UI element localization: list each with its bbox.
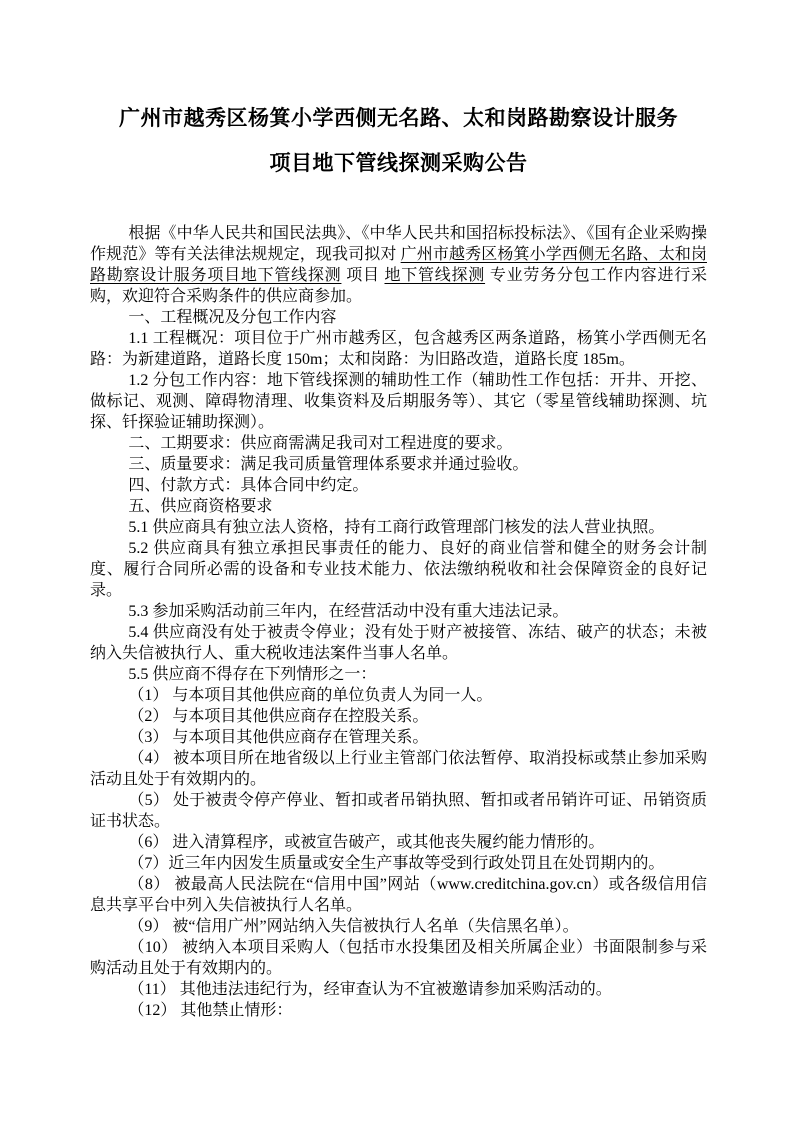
intro-text-before: 根据《中华人民共和国民法典》、《中华人民共和国招标投标法》、《国有企业采购操作规范》等有关法律法规规定，现我司拟对 — [90, 225, 707, 263]
item-12: （12） 其他禁止情形： — [128, 1002, 293, 1019]
item-6: （6） 进入清算程序，或被宣告破产，或其他丧失履约能力情形的。 — [128, 834, 605, 851]
document-title — [90, 96, 707, 186]
item-9: （9） 被“信用广州”网站纳入失信被执行人名单（失信黑名单）。 — [128, 918, 579, 935]
clause-5-4: 5.4 供应商没有处于被责令停业；没有处于财产被接管、冻结、破产的状态；未被纳入失信被执行人、重大税收违法案件当事人名单。 — [90, 624, 707, 662]
intro-text-middle: 项目 — [341, 267, 385, 284]
clause-5-1: 5.1 供应商具有独立法人资格，持有工商行政管理部门核发的法人营业执照。 — [128, 519, 665, 536]
item-7: （7）近三年内因发生质量或安全生产事故等受到行政处罚且在处罚期内的。 — [128, 855, 665, 872]
document-title-line-1: 广州市越秀区杨箕小学西侧无名路、太和岗路勘察设计服务 — [119, 106, 678, 130]
section-4-payment: 四、付款方式：具体合同中约定。 — [128, 477, 369, 494]
item-8: （8） 被最高人民法院在“信用中国”网站（www.creditchina.gov.cn）或各级信用信息共享平台中列入失信被执行人名单。 — [90, 876, 707, 914]
section-2-schedule: 二、工期要求：供应商需满足我司对工程进度的要求。 — [128, 435, 513, 452]
item-2: （2） 与本项目其他供应商存在控股关系。 — [128, 708, 429, 725]
item-1: （1） 与本项目其他供应商的单位负责人为同一人。 — [128, 687, 493, 704]
section-5-heading: 五、供应商资格要求 — [128, 498, 273, 515]
clause-5-2: 5.2 供应商具有独立承担民事责任的能力、良好的商业信誉和健全的财务会计制度、履行合同所必需的设备和专业技术能力、依法缴纳税收和社会保障资金的良好记录。 — [90, 540, 707, 599]
section-3-quality: 三、质量要求：满足我司质量管理体系要求并通过验收。 — [128, 456, 529, 473]
clause-5-3: 5.3 参加采购活动前三年内，在经营活动中没有重大违法记录。 — [128, 603, 569, 620]
intro-paragraph — [90, 223, 707, 307]
item-4: （4） 被本项目所在地省级以上行业主管部门依法暂停、取消投标或禁止参加采购活动且处于有效期内的。 — [90, 750, 707, 788]
work-package-underlined: 地下管线探测 — [384, 267, 486, 284]
document-title-line-2: 项目地下管线探测采购公告 — [269, 151, 528, 175]
section-1-heading: 一、工程概况及分包工作内容 — [128, 309, 337, 326]
document-body — [90, 223, 707, 1021]
item-3: （3） 与本项目其他供应商存在管理关系。 — [128, 729, 429, 746]
item-11: （11） 其他违法违纪行为，经审查认为不宜被邀请参加采购活动的。 — [128, 981, 612, 998]
project-name-underlined: 广州市越秀区杨箕小学西侧无名路、太和岗路勘察设计服务项目地下管线探测 — [90, 246, 707, 284]
item-5: （5） 处于被责令停产停业、暂扣或者吊销执照、暂扣或者吊销许可证、吊销资质证书状态。 — [90, 792, 707, 830]
clause-5-5: 5.5 供应商不得存在下列情形之一： — [128, 666, 377, 683]
intro-text-after: 专业劳务分包工作内容进行采购，欢迎符合采购条件的供应商参加。 — [90, 267, 707, 305]
clause-1-1-overview: 1.1 工程概况：项目位于广州市越秀区，包含越秀区两条道路，杨箕小学西侧无名路：为新建道路，道路长度 150m；太和岗路：为旧路改造，道路长度 185m。 — [90, 330, 707, 368]
clause-1-2-scope: 1.2 分包工作内容：地下管线探测的辅助性工作（辅助性工作包括：开井、开挖、做标记、观测、障碍物清理、收集资料及后期服务等）、其它（零星管线辅助探测、坑探、钎探验证辅助探测）。 — [90, 372, 707, 431]
item-10: （10） 被纳入本项目采购人（包括市水投集团及相关所属企业）书面限制参与采购活动且处于有效期内的。 — [90, 939, 707, 977]
